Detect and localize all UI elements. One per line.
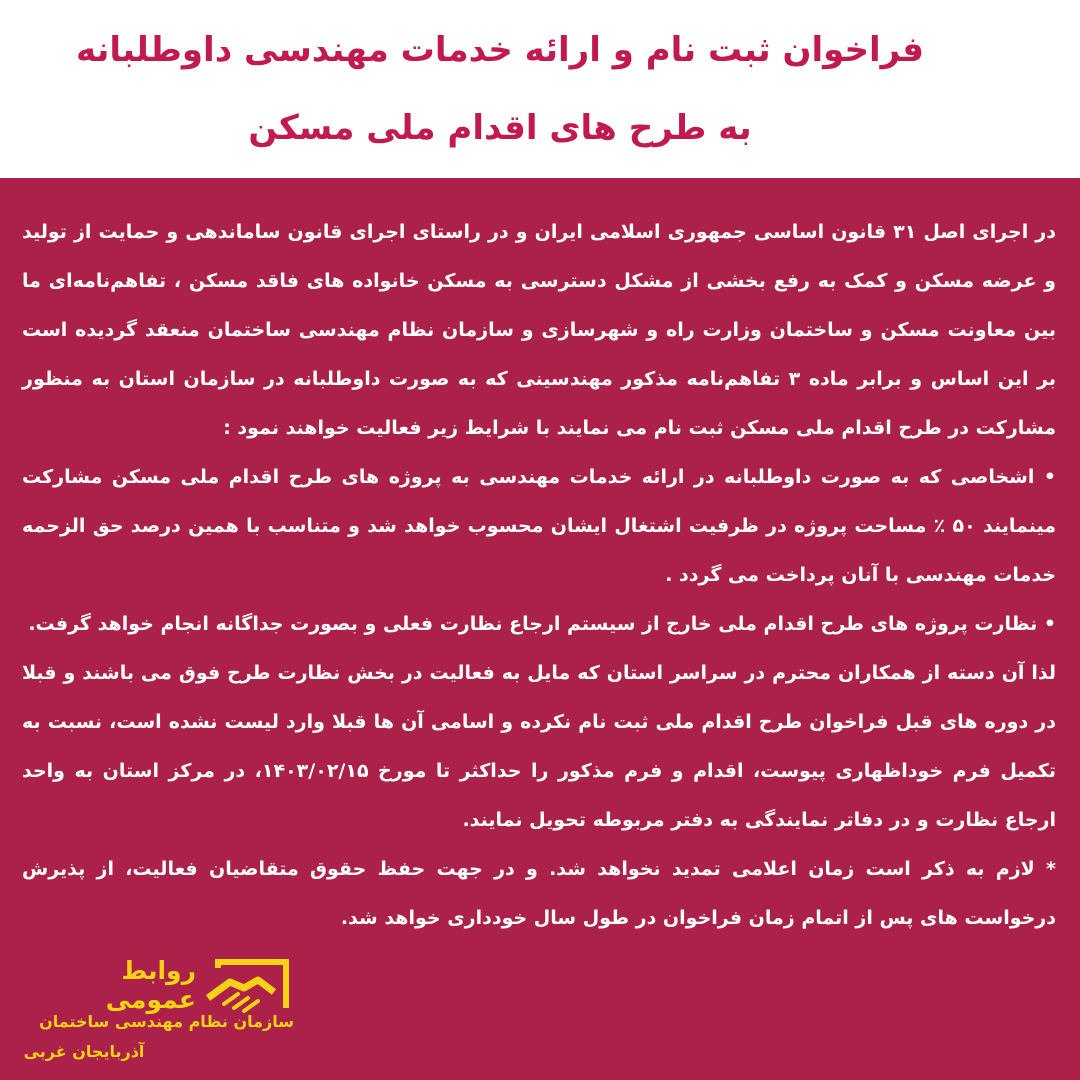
footer-signature [14, 950, 314, 1070]
deadline-note: * لازم به ذکر است زمان اعلامی تمدید نخواهد شد. و در جهت حفظ حقوق متقاضیان فعالیت، از پذیرش درخواست های پس از اتمام زمان فراخوان در طول سال خودداری خواهد شد. [22, 858, 1056, 929]
intro-paragraph: در اجرای اصل ۳۱ قانون اساسی جمهوری اسلامی ایران و در راستای اجرای قانون ساماندهی و حمایت از تولید و عرضه مسکن و کمک به رفع بخشی از مشکل دسترسی به مسکن خانواده های فاقد مسکن ، تفاهم‌نامه‌ای ما بین معاونت مسکن و ساختمان وزارت راه و شهرسازی و سازمان نظام مهندسی ساختمان منعقد گردیده است بر این اساس و برابر ماده ۳ تفاهم‌نامه مذکور مهندسینی که به صورت داوطلبانه در سازمان استان به منظور مشارکت در طرح اقدام ملی مسکن ثبت نام می نمایند با شرایط زیر فعالیت خواهند نمود : [22, 221, 1056, 439]
handshake-roof-logo-icon [204, 958, 290, 1014]
region-name: آذربایجان غربی [23, 1042, 145, 1061]
header-panel [0, 0, 1080, 178]
announcement-body [22, 208, 1056, 943]
registration-paragraph: لذا آن دسته از همکاران محترم در سراسر استان که مایل به فعالیت در بخش نظارت طرح فوق می باشند و قبلا در دوره های قبل فراخوان طرح اقدام ملی ثبت نام نکرده و اسامی آن ها قبلا وارد لیست نشده است، نسبت به تکمیل فرم خوداظهاری پیوست، اقدام و فرم مذکور را حداکثر تا مورخ ۱۴۰۳/۰۲/۱۵، در مرکز استان به واحد ارجاع نظارت و در دفاتر نمایندگی به دفتر مربوطه تحویل نمایند. [22, 662, 1056, 831]
title-line-2: به طرح های اقدام ملی مسکن [248, 108, 752, 148]
bullet-supervision: • نظارت پروژه های طرح اقدام ملی خارج از سیستم ارجاع نظارت فعلی و بصورت جداگانه انجام خواهد گرفت. [28, 613, 1056, 635]
bullet-participation: • اشخاصی که به صورت داوطلبانه در ارائه خدمات مهندسی به پروژه های طرح اقدام ملی مسکن مشارکت مینمایند ۵۰ ٪ مساحت پروژه در ظرفیت اشتغال ایشان محسوب خواهد شد و متناسب با همین درصد حق الزحمه خدمات مهندسی با آنان پرداخت می گردد . [22, 466, 1056, 586]
public-relations-title: روابط عمومی [105, 956, 196, 1014]
organization-name: سازمان نظام مهندسی ساختمان [39, 1012, 294, 1031]
title-line-1: فراخوان ثبت نام و ارائه خدمات مهندسی داوطلبانه [75, 30, 925, 70]
